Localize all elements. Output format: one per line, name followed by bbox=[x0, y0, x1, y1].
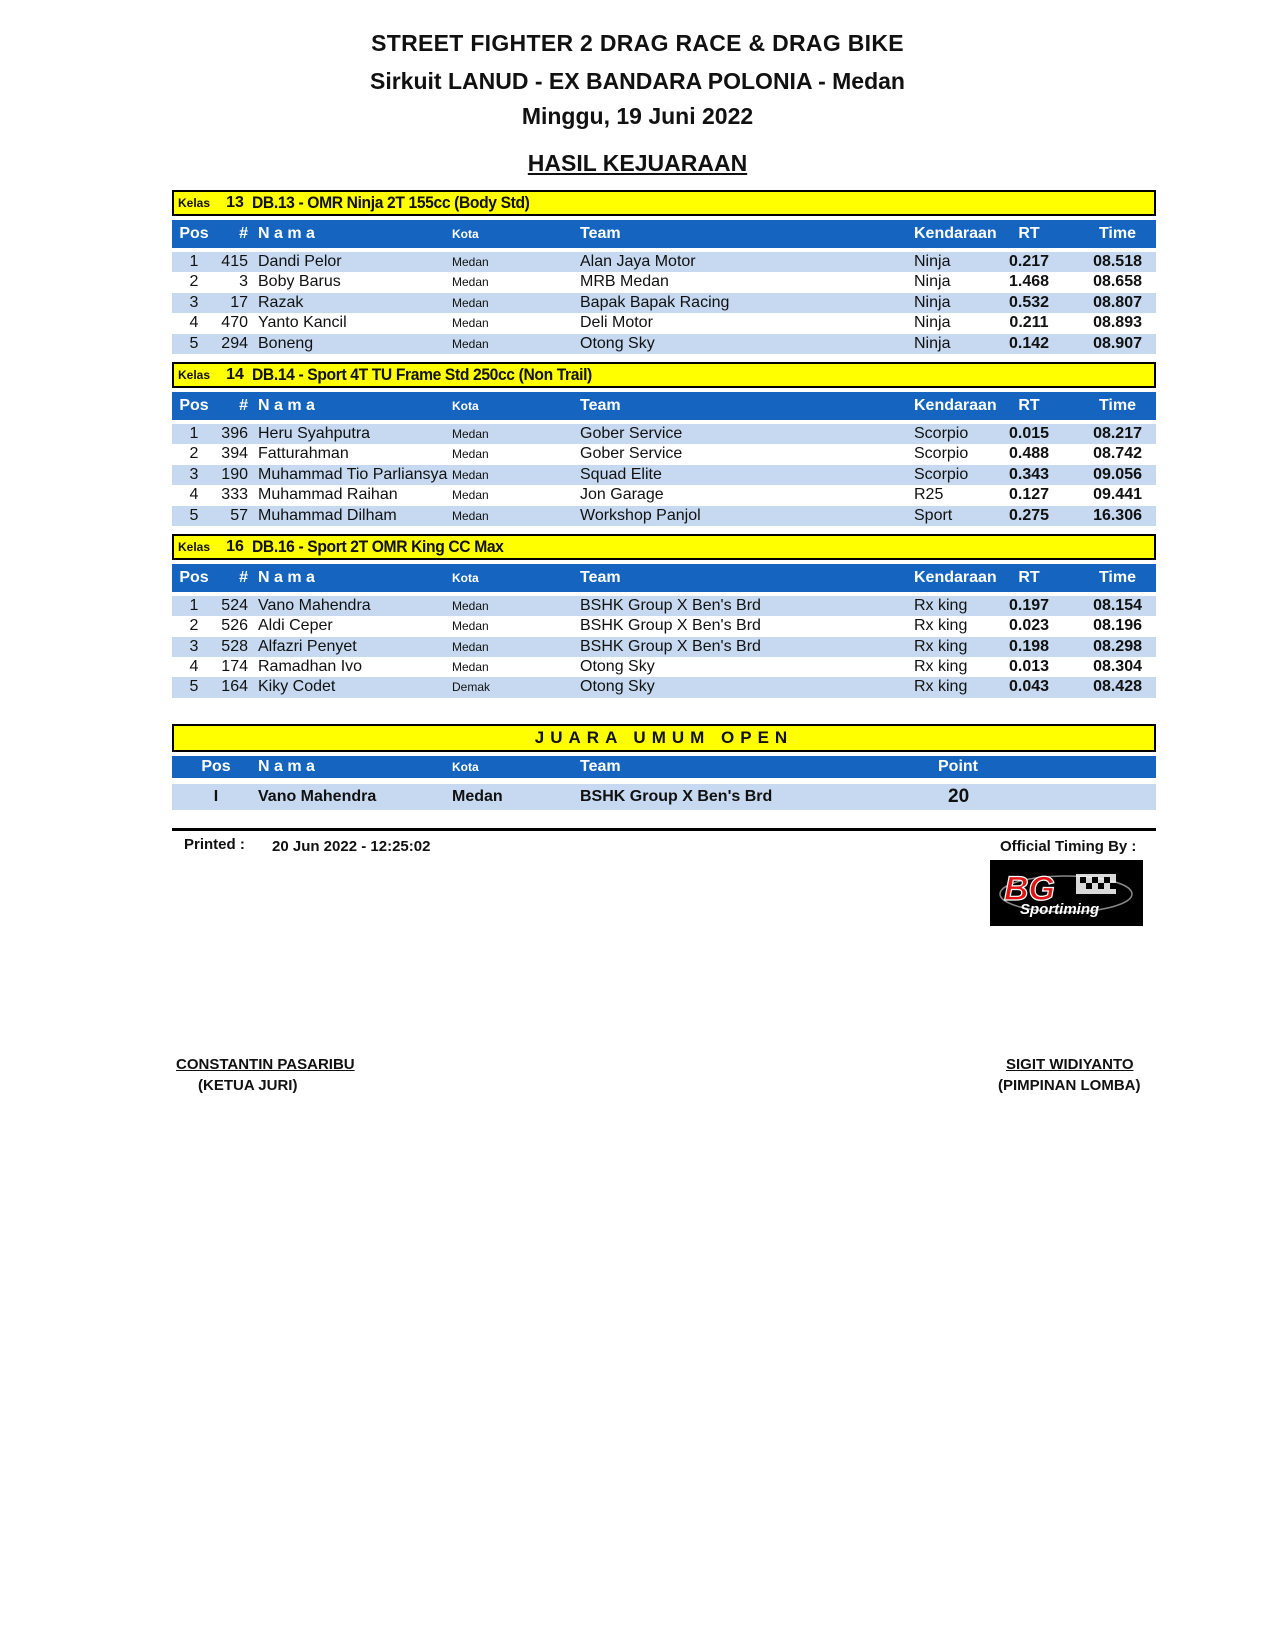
cell-rt: 0.198 bbox=[1008, 637, 1050, 655]
cell-team: Gober Service bbox=[580, 445, 683, 463]
cell-rt: 0.197 bbox=[1008, 596, 1050, 614]
cell-no: 333 bbox=[221, 486, 248, 504]
cell-no: 174 bbox=[221, 658, 248, 676]
cell-team: Jon Garage bbox=[580, 486, 664, 504]
col-no: # bbox=[239, 568, 248, 586]
table-header bbox=[172, 392, 1156, 420]
cell-no: 528 bbox=[221, 637, 248, 655]
cell-no: 17 bbox=[230, 293, 248, 311]
cell-time: 08.807 bbox=[1093, 293, 1142, 311]
cell-no: 396 bbox=[221, 424, 248, 442]
cell-time: 08.298 bbox=[1093, 637, 1142, 655]
class-label: Kelas bbox=[178, 539, 211, 554]
col-time: Time bbox=[1098, 225, 1136, 242]
cell-kota: Medan bbox=[452, 598, 489, 613]
cell-team: Otong Sky bbox=[580, 678, 655, 696]
signature-left-name: CONSTANTIN PASARIBU bbox=[176, 1056, 355, 1073]
cell-team: BSHK Group X Ben's Brd bbox=[580, 637, 761, 655]
table-row bbox=[172, 334, 1156, 354]
cell-time: 09.441 bbox=[1093, 486, 1142, 504]
cell-kendaraan: Scorpio bbox=[914, 445, 969, 463]
cell-nama: Heru Syahputra bbox=[258, 424, 371, 442]
cell-time: 08.893 bbox=[1093, 314, 1142, 332]
cell-nama: Muhammad Raihan bbox=[258, 486, 398, 504]
cell-nama: Dandi Pelor bbox=[258, 253, 342, 270]
ju-pos: I bbox=[213, 787, 219, 805]
cell-pos: 5 bbox=[189, 334, 199, 352]
cell-no: 57 bbox=[230, 506, 248, 524]
col-no: # bbox=[239, 396, 248, 414]
table-row bbox=[172, 465, 1156, 485]
col-rt: RT bbox=[1018, 396, 1040, 414]
cell-kota: Medan bbox=[452, 488, 489, 503]
cell-kendaraan: Sport bbox=[914, 506, 953, 524]
results-heading: HASIL KEJUARAAN bbox=[527, 150, 748, 176]
col-rt: RT bbox=[1018, 225, 1040, 242]
cell-kendaraan: R25 bbox=[914, 486, 944, 504]
cell-rt: 0.127 bbox=[1008, 486, 1050, 504]
cell-kendaraan: Rx king bbox=[914, 617, 968, 635]
cell-time: 08.304 bbox=[1093, 658, 1142, 676]
cell-nama: Yanto Kancil bbox=[258, 314, 347, 332]
juara-umum-header bbox=[172, 756, 1156, 778]
col-pos: Pos bbox=[179, 568, 209, 586]
cell-pos: 3 bbox=[189, 293, 199, 311]
table-header bbox=[172, 220, 1156, 248]
cell-time: 08.742 bbox=[1093, 445, 1142, 463]
cell-kota: Medan bbox=[452, 336, 489, 351]
page-title: STREET FIGHTER 2 DRAG RACE & DRAG BIKE bbox=[371, 30, 904, 56]
cell-time: 08.196 bbox=[1093, 617, 1142, 635]
cell-time: 08.428 bbox=[1093, 678, 1142, 696]
ju-kota: Medan bbox=[452, 787, 503, 805]
cell-rt: 0.043 bbox=[1008, 678, 1050, 696]
cell-nama: Alfazri Penyet bbox=[258, 637, 357, 655]
cell-time: 08.907 bbox=[1093, 334, 1142, 352]
col-time: Time bbox=[1098, 396, 1136, 414]
col-kota: Kota bbox=[452, 398, 479, 413]
col-pos: Pos bbox=[179, 225, 209, 242]
cell-kota: Medan bbox=[452, 316, 489, 331]
cell-nama: Kiky Codet bbox=[258, 678, 336, 696]
class-section bbox=[172, 534, 1156, 698]
col-pos: Pos bbox=[201, 757, 231, 775]
cell-kendaraan: Rx king bbox=[914, 678, 968, 696]
col-pos: Pos bbox=[179, 396, 209, 414]
ju-point: 20 bbox=[948, 785, 970, 807]
table-row bbox=[172, 444, 1156, 464]
col-kota: Kota bbox=[452, 759, 479, 774]
cell-rt: 0.015 bbox=[1008, 424, 1050, 442]
cell-rt: 0.013 bbox=[1008, 658, 1050, 676]
class-banner bbox=[172, 362, 1156, 388]
cell-kota: Medan bbox=[452, 619, 489, 634]
cell-nama: Boneng bbox=[258, 334, 314, 352]
footer-divider bbox=[172, 828, 1156, 831]
class-number: 16 bbox=[226, 537, 244, 555]
cell-no: 470 bbox=[221, 314, 248, 332]
cell-pos: 1 bbox=[189, 424, 199, 442]
table-row bbox=[172, 313, 1156, 333]
signature-right-name: SIGIT WIDIYANTO bbox=[1006, 1056, 1134, 1073]
date-line: Minggu, 19 Juni 2022 bbox=[521, 103, 754, 129]
class-name: DB.16 - Sport 2T OMR King CC Max bbox=[252, 536, 504, 556]
ju-team: BSHK Group X Ben's Brd bbox=[580, 787, 773, 805]
logo-mark: BG bbox=[1004, 870, 1055, 908]
class-section bbox=[172, 362, 1156, 526]
cell-time: 08.217 bbox=[1093, 424, 1142, 442]
cell-nama: Muhammad Dilham bbox=[258, 506, 397, 524]
cell-no: 394 bbox=[221, 445, 248, 463]
signature-left-role: (KETUA JURI) bbox=[198, 1077, 298, 1094]
cell-team: Deli Motor bbox=[580, 314, 653, 332]
cell-rt: 0.217 bbox=[1008, 253, 1050, 270]
class-section bbox=[172, 190, 1156, 354]
ju-nama: Vano Mahendra bbox=[258, 787, 377, 805]
cell-nama: Aldi Ceper bbox=[258, 617, 333, 635]
cell-time: 09.056 bbox=[1093, 465, 1142, 483]
cell-time: 08.658 bbox=[1093, 273, 1142, 291]
table-row bbox=[172, 506, 1156, 526]
table-row bbox=[172, 252, 1156, 272]
cell-kota: Medan bbox=[452, 255, 489, 269]
cell-kota: Medan bbox=[452, 275, 489, 290]
juara-umum-row bbox=[172, 784, 1156, 810]
cell-kota: Medan bbox=[452, 467, 489, 482]
cell-rt: 0.488 bbox=[1008, 445, 1050, 463]
table-row bbox=[172, 424, 1156, 444]
cell-kota: Medan bbox=[452, 660, 489, 675]
cell-pos: 1 bbox=[189, 596, 199, 614]
col-nama: N a m a bbox=[258, 396, 315, 414]
cell-nama: Razak bbox=[258, 293, 304, 311]
cell-rt: 0.142 bbox=[1008, 334, 1050, 352]
cell-kendaraan: Ninja bbox=[914, 253, 951, 270]
col-kendaraan: Kendaraan bbox=[914, 568, 997, 586]
table-row bbox=[172, 657, 1156, 677]
cell-pos: 5 bbox=[189, 678, 199, 696]
official-timing-label: Official Timing By : bbox=[1000, 838, 1137, 855]
cell-nama: Boby Barus bbox=[258, 273, 341, 291]
cell-no: 190 bbox=[221, 465, 248, 483]
table-row bbox=[172, 677, 1156, 697]
cell-nama: Vano Mahendra bbox=[258, 596, 371, 614]
cell-kendaraan: Ninja bbox=[914, 273, 951, 291]
col-kota: Kota bbox=[452, 570, 479, 585]
col-time: Time bbox=[1098, 568, 1136, 586]
cell-kendaraan: Rx king bbox=[914, 596, 968, 614]
cell-pos: 2 bbox=[189, 273, 199, 291]
results-sheet bbox=[172, 190, 1156, 810]
bg-sportiming-logo bbox=[990, 860, 1143, 926]
col-team: Team bbox=[580, 225, 621, 242]
cell-pos: 4 bbox=[189, 486, 199, 504]
cell-no: 294 bbox=[221, 334, 248, 352]
venue-line: Sirkuit LANUD - EX BANDARA POLONIA - Medan bbox=[370, 68, 905, 94]
cell-no: 524 bbox=[221, 596, 248, 614]
table-row bbox=[172, 637, 1156, 657]
cell-kota: Medan bbox=[452, 295, 489, 310]
col-team: Team bbox=[580, 757, 621, 775]
cell-kendaraan: Ninja bbox=[914, 314, 951, 332]
cell-no: 415 bbox=[221, 253, 248, 270]
table-row bbox=[172, 616, 1156, 636]
cell-rt: 0.343 bbox=[1008, 465, 1050, 483]
cell-team: MRB Medan bbox=[580, 273, 669, 291]
cell-time: 08.518 bbox=[1093, 253, 1142, 270]
col-team: Team bbox=[580, 396, 621, 414]
printed-label: Printed : bbox=[184, 836, 245, 853]
cell-team: Squad Elite bbox=[580, 465, 662, 483]
cell-time: 08.154 bbox=[1093, 596, 1142, 614]
cell-kendaraan: Scorpio bbox=[914, 465, 969, 483]
cell-kendaraan: Scorpio bbox=[914, 424, 969, 442]
col-kendaraan: Kendaraan bbox=[914, 225, 997, 242]
cell-kota: Medan bbox=[452, 447, 489, 462]
table-row bbox=[172, 293, 1156, 313]
cell-pos: 3 bbox=[189, 465, 199, 483]
class-number: 14 bbox=[226, 365, 244, 383]
class-label: Kelas bbox=[178, 367, 211, 382]
cell-no: 3 bbox=[239, 273, 248, 291]
cell-no: 526 bbox=[221, 617, 248, 635]
cell-pos: 3 bbox=[189, 637, 199, 655]
cell-time: 16.306 bbox=[1093, 506, 1142, 524]
signature-right-role: (PIMPINAN LOMBA) bbox=[998, 1077, 1141, 1094]
table-row bbox=[172, 596, 1156, 616]
col-rt: RT bbox=[1018, 568, 1040, 586]
cell-kota: Medan bbox=[452, 426, 489, 441]
cell-team: Bapak Bapak Racing bbox=[580, 293, 730, 311]
logo-sub: Sportiming bbox=[1020, 901, 1100, 918]
cell-kendaraan: Rx king bbox=[914, 658, 968, 676]
cell-nama: Fatturahman bbox=[258, 445, 349, 463]
table-header bbox=[172, 564, 1156, 592]
cell-team: Otong Sky bbox=[580, 658, 655, 676]
cell-rt: 0.211 bbox=[1009, 314, 1049, 332]
cell-team: BSHK Group X Ben's Brd bbox=[580, 617, 761, 635]
class-name: DB.14 - Sport 4T TU Frame Std 250cc (Non Trail) bbox=[252, 364, 592, 384]
class-number: 13 bbox=[226, 194, 244, 211]
col-team: Team bbox=[580, 568, 621, 586]
cell-kota: Medan bbox=[452, 508, 489, 523]
cell-team: BSHK Group X Ben's Brd bbox=[580, 596, 761, 614]
cell-nama: Ramadhan Ivo bbox=[258, 658, 363, 676]
col-nama: N a m a bbox=[258, 757, 315, 775]
table-row bbox=[172, 272, 1156, 292]
col-nama: N a m a bbox=[258, 225, 315, 242]
col-kota: Kota bbox=[452, 227, 479, 241]
cell-rt: 1.468 bbox=[1008, 273, 1050, 291]
printed-value: 20 Jun 2022 - 12:25:02 bbox=[272, 838, 431, 855]
table-row bbox=[172, 485, 1156, 505]
logo-icon bbox=[990, 860, 1143, 926]
cell-pos: 4 bbox=[189, 314, 199, 332]
cell-kendaraan: Ninja bbox=[914, 334, 951, 352]
col-kendaraan: Kendaraan bbox=[914, 396, 997, 414]
cell-kota: Demak bbox=[452, 680, 491, 695]
cell-team: Otong Sky bbox=[580, 334, 655, 352]
cell-rt: 0.275 bbox=[1008, 506, 1050, 524]
cell-pos: 1 bbox=[189, 253, 199, 270]
cell-kota: Medan bbox=[452, 639, 489, 654]
cell-kendaraan: Ninja bbox=[914, 293, 951, 311]
cell-team: Alan Jaya Motor bbox=[580, 253, 696, 270]
cell-nama: Muhammad Tio Parliansya bbox=[258, 465, 448, 483]
cell-pos: 2 bbox=[189, 445, 199, 463]
cell-no: 164 bbox=[221, 678, 248, 696]
cell-rt: 0.532 bbox=[1008, 293, 1050, 311]
cell-pos: 2 bbox=[189, 617, 199, 635]
col-no: # bbox=[239, 225, 248, 242]
col-point: Point bbox=[938, 757, 978, 775]
class-banner bbox=[172, 534, 1156, 560]
cell-team: Gober Service bbox=[580, 424, 683, 442]
cell-pos: 4 bbox=[189, 658, 199, 676]
class-name: DB.13 - OMR Ninja 2T 155cc (Body Std) bbox=[252, 193, 530, 212]
col-nama: N a m a bbox=[258, 568, 315, 586]
class-label: Kelas bbox=[178, 196, 211, 210]
juara-umum-banner: JUARA UMUM OPEN bbox=[172, 724, 1156, 752]
cell-rt: 0.023 bbox=[1008, 617, 1050, 635]
cell-kendaraan: Rx king bbox=[914, 637, 968, 655]
cell-pos: 5 bbox=[189, 506, 199, 524]
cell-team: Workshop Panjol bbox=[580, 506, 701, 524]
class-banner bbox=[172, 190, 1156, 216]
